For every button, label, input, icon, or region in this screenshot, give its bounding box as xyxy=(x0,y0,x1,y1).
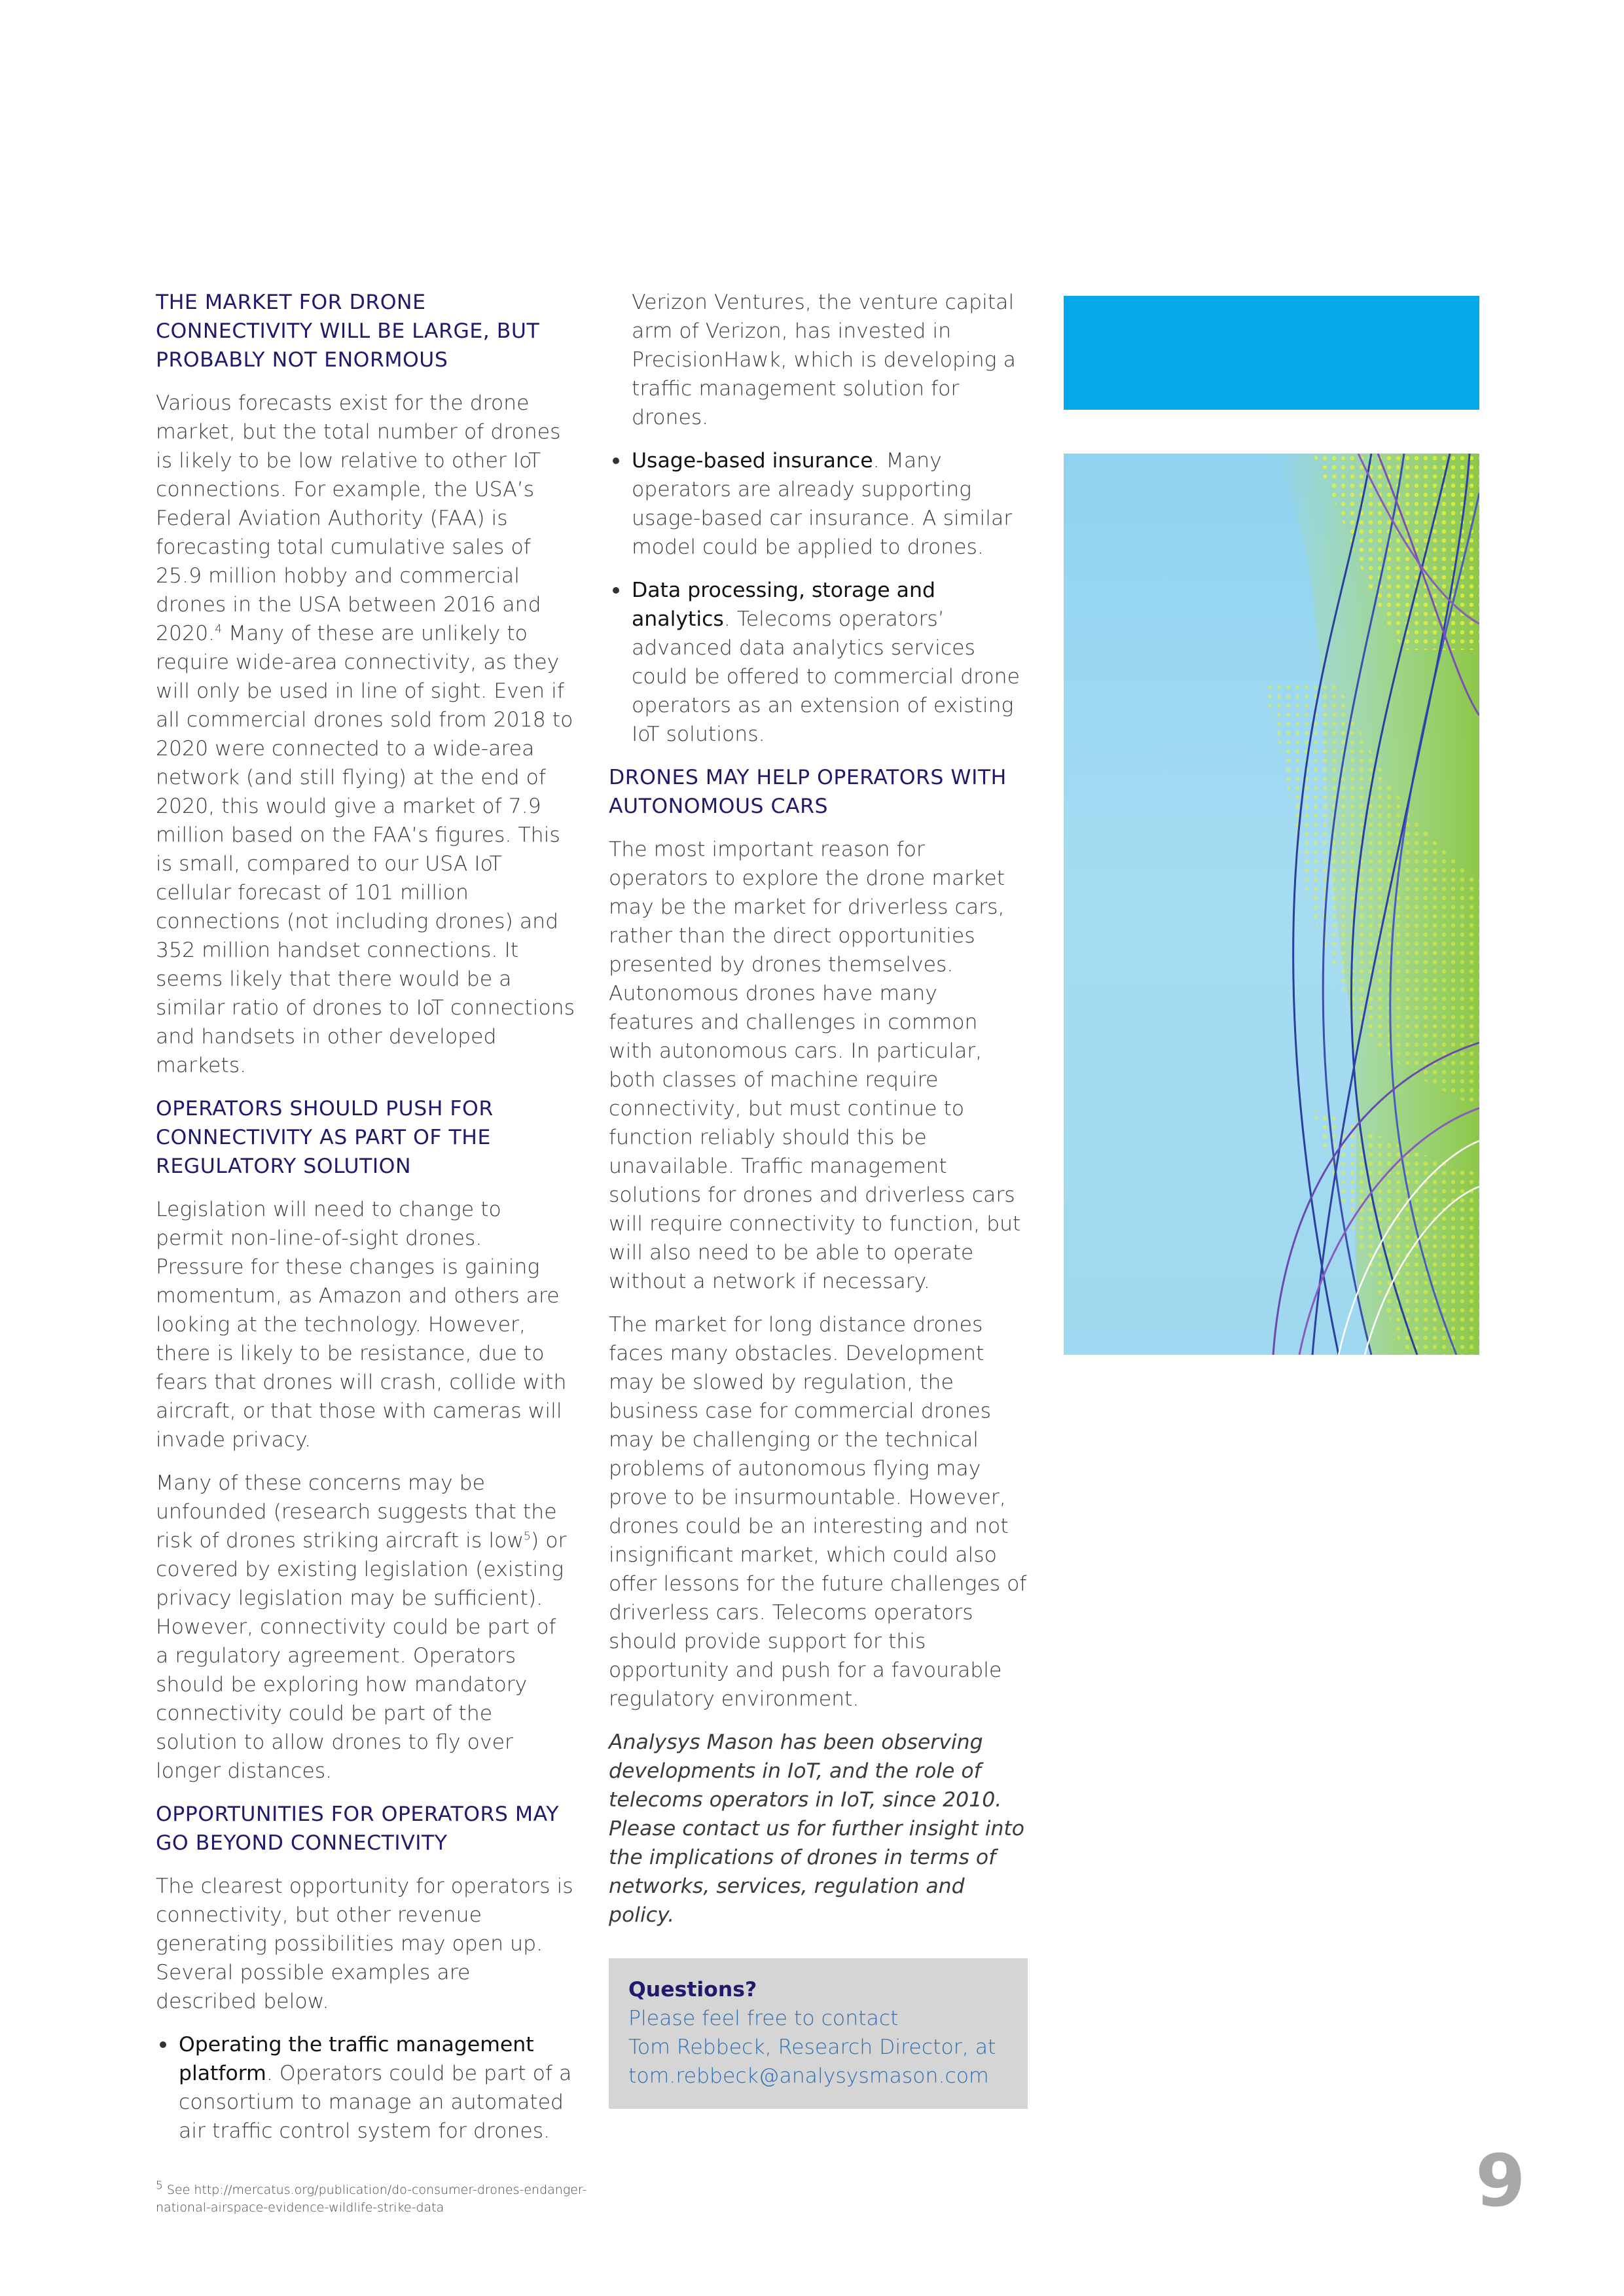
paragraph-obstacles: The market for long distance drones faces many obstacles. Development may be slowed by regulation, the business case for commercial drones may be challenging or the technical problems of autonomous flying may prove to be insurmountable. However, drones could be an interesting and not insignificant market, which could also offer lessons for the future challenges of driverless cars. Telecoms operators should provide support for this opportunity and push for a favourable regulatory environment. xyxy=(609,1313,1027,1711)
footnote-ref: 5 xyxy=(524,1530,531,1543)
paragraph-opportunities: The clearest opportunity for operators is connectivity, but other revenue generating possibilities may open up. Several possible examples are described below. xyxy=(156,1874,573,2013)
list-item xyxy=(156,2030,575,2145)
paragraph-concerns xyxy=(156,1469,575,1785)
footnote-number: 5 xyxy=(156,2179,163,2193)
paragraph-analysys-mason: Analysys Mason has been observing developments in IoT, and the role of telecoms operators in IoT, since 2010. Please contact us for further insight into the implications of drones in terms of networks, services, regulation and policy. xyxy=(609,1731,1025,1927)
decorative-artwork xyxy=(1064,454,1479,1355)
text: Many of these concerns may be unfounded (research suggests that the risk of drones striking aircraft is low xyxy=(156,1471,557,1552)
footnote-ref: 4 xyxy=(215,622,223,636)
bullet-text: . Many operators are already supporting usage-based car insurance. A similar model could be applied to drones. xyxy=(632,449,1013,559)
bullet-title: Operating the traffic management platform xyxy=(179,2033,534,2085)
contact-line: Please feel free to contact xyxy=(628,2007,899,2030)
opportunity-list xyxy=(156,2030,575,2145)
list-item xyxy=(609,446,1028,562)
bullet-text: . Telecoms operators’ advanced data analytics services could be offered to commercial drone operators as an extension of existing IoT solutions. xyxy=(632,607,1020,746)
page-number: 9 xyxy=(1475,2139,1526,2223)
text: Many of these are unlikely to require wide-area connectivity, as they will only be used in line of sight. Even if all commercial drones sold from 2018 to 2020 were connected to a wide-area network (and still flying) at the end of 2020, this would give a market of 7.9 million based on the FAA’s figures. This is small, compared to our USA IoT cellular forecast of 101 million connections (not including drones) and 352 million handset connections. It seems likely that there would be a similar ratio of drones to IoT connections and handsets in other developed markets. xyxy=(156,622,575,1077)
section-heading-opportunities: OPPORTUNITIES FOR OPERATORS MAY GO BEYOND CONNECTIVITY xyxy=(156,1803,559,1855)
footnote xyxy=(156,2181,614,2217)
paragraph-legislation: Legislation will need to change to permit non-line-of-sight drones. Pressure for these changes is gaining momentum, as Amazon and others are looking at the technology. However, there is likely to be resistance, due to fears that drones will crash, collide with aircraft, or that those with cameras will invade privacy. xyxy=(156,1198,567,1452)
questions-box xyxy=(609,1958,1028,2109)
paragraph-market xyxy=(156,389,575,1080)
section-heading-regulatory: OPERATORS SHOULD PUSH FOR CONNECTIVITY AS PART OF THE REGULATORY SOLUTION xyxy=(156,1097,494,1178)
paragraph-verizon: Verizon Ventures, the venture capital arm of Verizon, has invested in PrecisionHawk, which is developing a traffic management solution for drones. xyxy=(632,291,1016,429)
section-heading-market: THE MARKET FOR DRONE CONNECTIVITY WILL BE LARGE, BUT PROBABLY NOT ENORMOUS xyxy=(156,291,540,372)
footnote-text: See http://mercatus.org/publication/do-consumer-drones-endanger-national-airspace-evidence-wildlife-strike-data xyxy=(156,2183,587,2215)
questions-title: Questions? xyxy=(628,1978,757,2001)
contact-name: Tom Rebbeck, Research Director, at xyxy=(628,2036,996,2059)
contact-email-link[interactable]: tom.rebbeck@analysysmason.com xyxy=(628,2064,989,2088)
text: ) or covered by existing legislation (existing privacy legislation may be sufficient). However, connectivity could be part of a regulatory agreement. Operators should be exploring how mandatory connectivity could be part of the solution to allow drones to fly over longer distances. xyxy=(156,1529,567,1783)
bullet-title: Data processing, storage and analytics xyxy=(632,579,935,631)
list-item xyxy=(609,576,1028,749)
bullet-text: . Operators could be part of a consortium to manage an automated air traffic control system for drones. xyxy=(179,2062,572,2143)
paragraph-autonomous: The most important reason for operators to explore the drone market may be the market for driverless cars, rather than the direct opportunities presented by drones themselves. Autonomous drones have many features and challenges in common with autonomous cars. In particular, both classes of machine require connectivity, but must continue to function reliably should this be unavailable. Traffic management solutions for drones and driverless cars will require connectivity to function, but will also need to be able to operate without a network if necessary. xyxy=(609,838,1021,1293)
blue-banner xyxy=(1064,296,1479,410)
bullet-title: Usage-based insurance xyxy=(632,449,873,473)
opportunity-list-continued xyxy=(609,446,1028,749)
section-heading-autonomous-cars: DRONES MAY HELP OPERATORS WITH AUTONOMOUS CARS xyxy=(609,766,1007,818)
left-column xyxy=(156,288,575,2160)
text: Various forecasts exist for the drone market, but the total number of drones is likely to be low relative to other IoT connections. For example, the USA’s Federal Aviation Authority (FAA) is forecasting total cumulative sales of 25.9 million hobby and commercial drones in the USA between 2016 and 2020. xyxy=(156,391,561,645)
middle-column xyxy=(609,288,1028,2109)
